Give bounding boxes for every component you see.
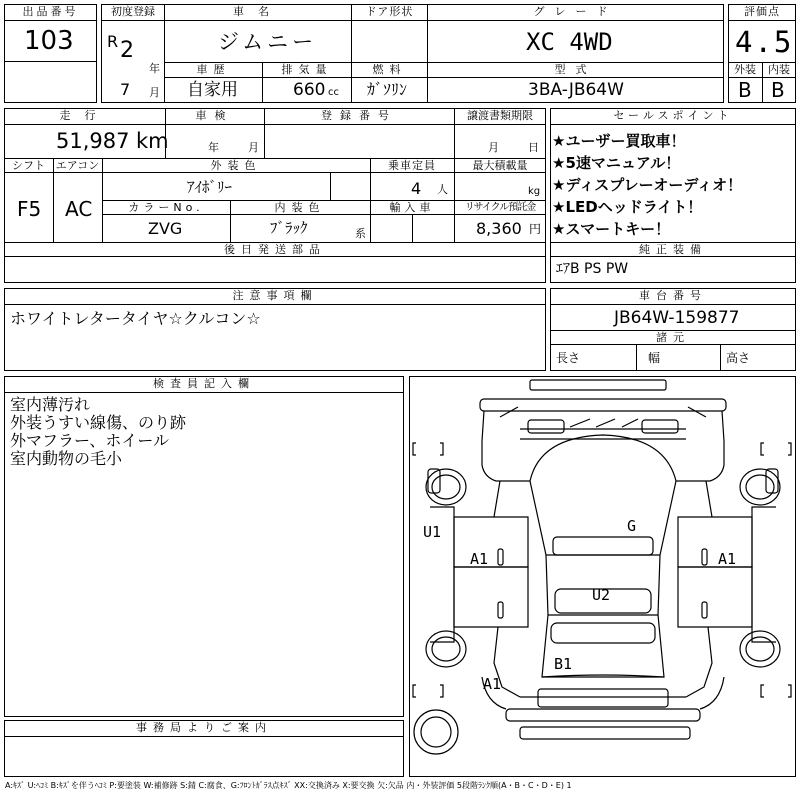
inspector-label: 検査員記入欄	[153, 377, 255, 390]
lot-number-lower-cell	[4, 61, 97, 103]
inspection-year-unit: 年	[208, 141, 219, 154]
grade: XC 4WD	[526, 28, 613, 56]
shift-label: シフト	[12, 159, 45, 172]
inspection-month-unit: 月	[248, 141, 259, 154]
damage-mark: A1	[718, 550, 737, 568]
inspector-note-line: 外マフラー、ホイール	[10, 431, 170, 450]
damage-mark: B1	[554, 655, 573, 673]
displacement-label: 排気量	[281, 63, 333, 76]
displacement: 660	[293, 80, 326, 100]
registration-month: 7	[120, 80, 131, 99]
fuel: ｶﾞｿﾘﾝ	[367, 80, 408, 99]
exterior-color: ｱｲﾎﾞﾘｰ	[187, 178, 233, 196]
dimensions-label: 諸元	[656, 331, 690, 344]
aircon: AC	[65, 197, 93, 221]
later-parts-label: 後日発送部品	[224, 243, 326, 256]
mileage-unit: km	[136, 129, 169, 153]
notes-label: 注意事項欄	[232, 289, 318, 302]
score: 4.5	[735, 25, 794, 59]
inspector-note-line: 室内薄汚れ	[10, 395, 91, 414]
legend: A:ｷｽﾞ U:ﾍｺﾐ B:ｷｽﾞを伴うﾍｺﾐ P:要塗装 W:補修跡 S:錆 C:腐食、G:ﾌﾛﾝﾄｶﾞﾗｽ点ｷｽﾞ XX:交換済み X:要交換 欠:欠品 内・外装評価 5段階ﾗﾝｸ順(A・B・C・D・E) 1	[5, 781, 572, 790]
capacity-unit: 人	[437, 183, 448, 196]
car-diagram	[409, 376, 796, 777]
displacement-unit: cc	[328, 87, 339, 98]
sales-point-item: ★5速マニュアル！	[552, 154, 681, 172]
fuel-label: 燃料	[372, 63, 407, 76]
length-label: 長さ	[556, 351, 581, 365]
inspector-note-line: 外装うすい線傷、のり跡	[10, 413, 187, 432]
registration-month-unit: 月	[149, 86, 160, 99]
model-label: 型式	[554, 63, 597, 76]
first-registration-label: 初度登録	[111, 5, 155, 18]
sales-point-item: ★LEDヘッドライト！	[552, 198, 703, 216]
max-load-unit: kg	[528, 186, 541, 197]
chassis-label: 車台番号	[639, 289, 707, 302]
registration-year: 2	[120, 38, 134, 63]
registration-year-unit: 年	[149, 62, 160, 75]
interior-color: ﾌﾞﾗｯｸ	[270, 219, 308, 237]
sales-point-list	[552, 130, 794, 240]
grade-label: グレード	[533, 5, 618, 18]
damage-mark: U1	[423, 523, 442, 541]
shift: F5	[17, 197, 42, 221]
exterior-color-label: 外装色	[210, 159, 262, 172]
damage-mark: A1	[470, 550, 489, 568]
capacity-label: 乗車定員	[388, 159, 436, 172]
color-number: ZVG	[148, 219, 183, 238]
registration-era: R	[107, 32, 119, 51]
mileage: 51,987	[56, 129, 130, 153]
recycle-deposit: 8,360	[476, 219, 522, 238]
sales-point-item: ★ディスプレーオーディオ！	[552, 176, 743, 194]
car-outline-diagram	[410, 377, 795, 776]
interior-grade: B	[771, 78, 785, 102]
door-shape-label: ドア形状	[365, 5, 414, 18]
recycle-deposit-unit: 円	[529, 222, 542, 236]
reg-number-label: 登録番号	[321, 109, 397, 122]
interior-grade-label: 内装	[768, 63, 790, 76]
color-number-label: カラーNo.	[128, 201, 204, 214]
transfer-day-unit: 日	[528, 141, 539, 154]
inspector-notes	[10, 396, 400, 468]
chassis-number: JB64W-159877	[614, 308, 740, 328]
max-load-label: 最大積載量	[472, 159, 528, 172]
history: 自家用	[187, 80, 238, 100]
lot-number: 103	[24, 26, 74, 56]
damage-mark: A1	[483, 675, 502, 693]
inspection-label: 車検	[195, 109, 234, 122]
equipment: ｴｱB PS PW	[556, 261, 629, 277]
sales-point-item: ★ユーザー買取車！	[552, 132, 686, 150]
damage-mark: G	[627, 517, 637, 535]
car-name-label: 車名	[233, 5, 283, 18]
transfer-month-unit: 月	[488, 141, 499, 154]
width-label: 幅	[648, 351, 661, 365]
exterior-grade-label: 外装	[734, 63, 756, 76]
history-label: 車歴	[196, 63, 231, 76]
mileage-label: 走行	[59, 109, 110, 122]
import-label: 輸入車	[389, 201, 435, 214]
inspector-note-line: 室内動物の毛小	[10, 449, 123, 468]
sales-point-label: セールスポイント	[613, 109, 733, 122]
height-label: 高さ	[726, 351, 751, 365]
sales-point-item: ★スマートキー！	[552, 220, 671, 238]
recycle-deposit-label: リサイクル預託金	[464, 202, 536, 213]
lot-number-label: 出品番号	[22, 5, 79, 18]
interior-color-unit: 系	[355, 227, 366, 240]
equipment-label: 純正装備	[639, 243, 707, 256]
damage-mark: U2	[592, 586, 611, 604]
office-label: 事務局よりご案内	[136, 721, 272, 734]
model-code: 3BA-JB64W	[528, 80, 624, 100]
notes: ホワイトレタータイヤ☆クルコン☆	[10, 309, 261, 328]
car-name: ジムニー	[218, 30, 318, 54]
transfer-deadline-label: 譲渡書類期限	[467, 109, 533, 122]
score-label: 評価点	[744, 5, 780, 18]
exterior-grade: B	[738, 78, 752, 102]
aircon-label: エアコン	[55, 159, 100, 172]
capacity: 4	[411, 179, 422, 198]
interior-color-label: 内装色	[274, 201, 326, 214]
